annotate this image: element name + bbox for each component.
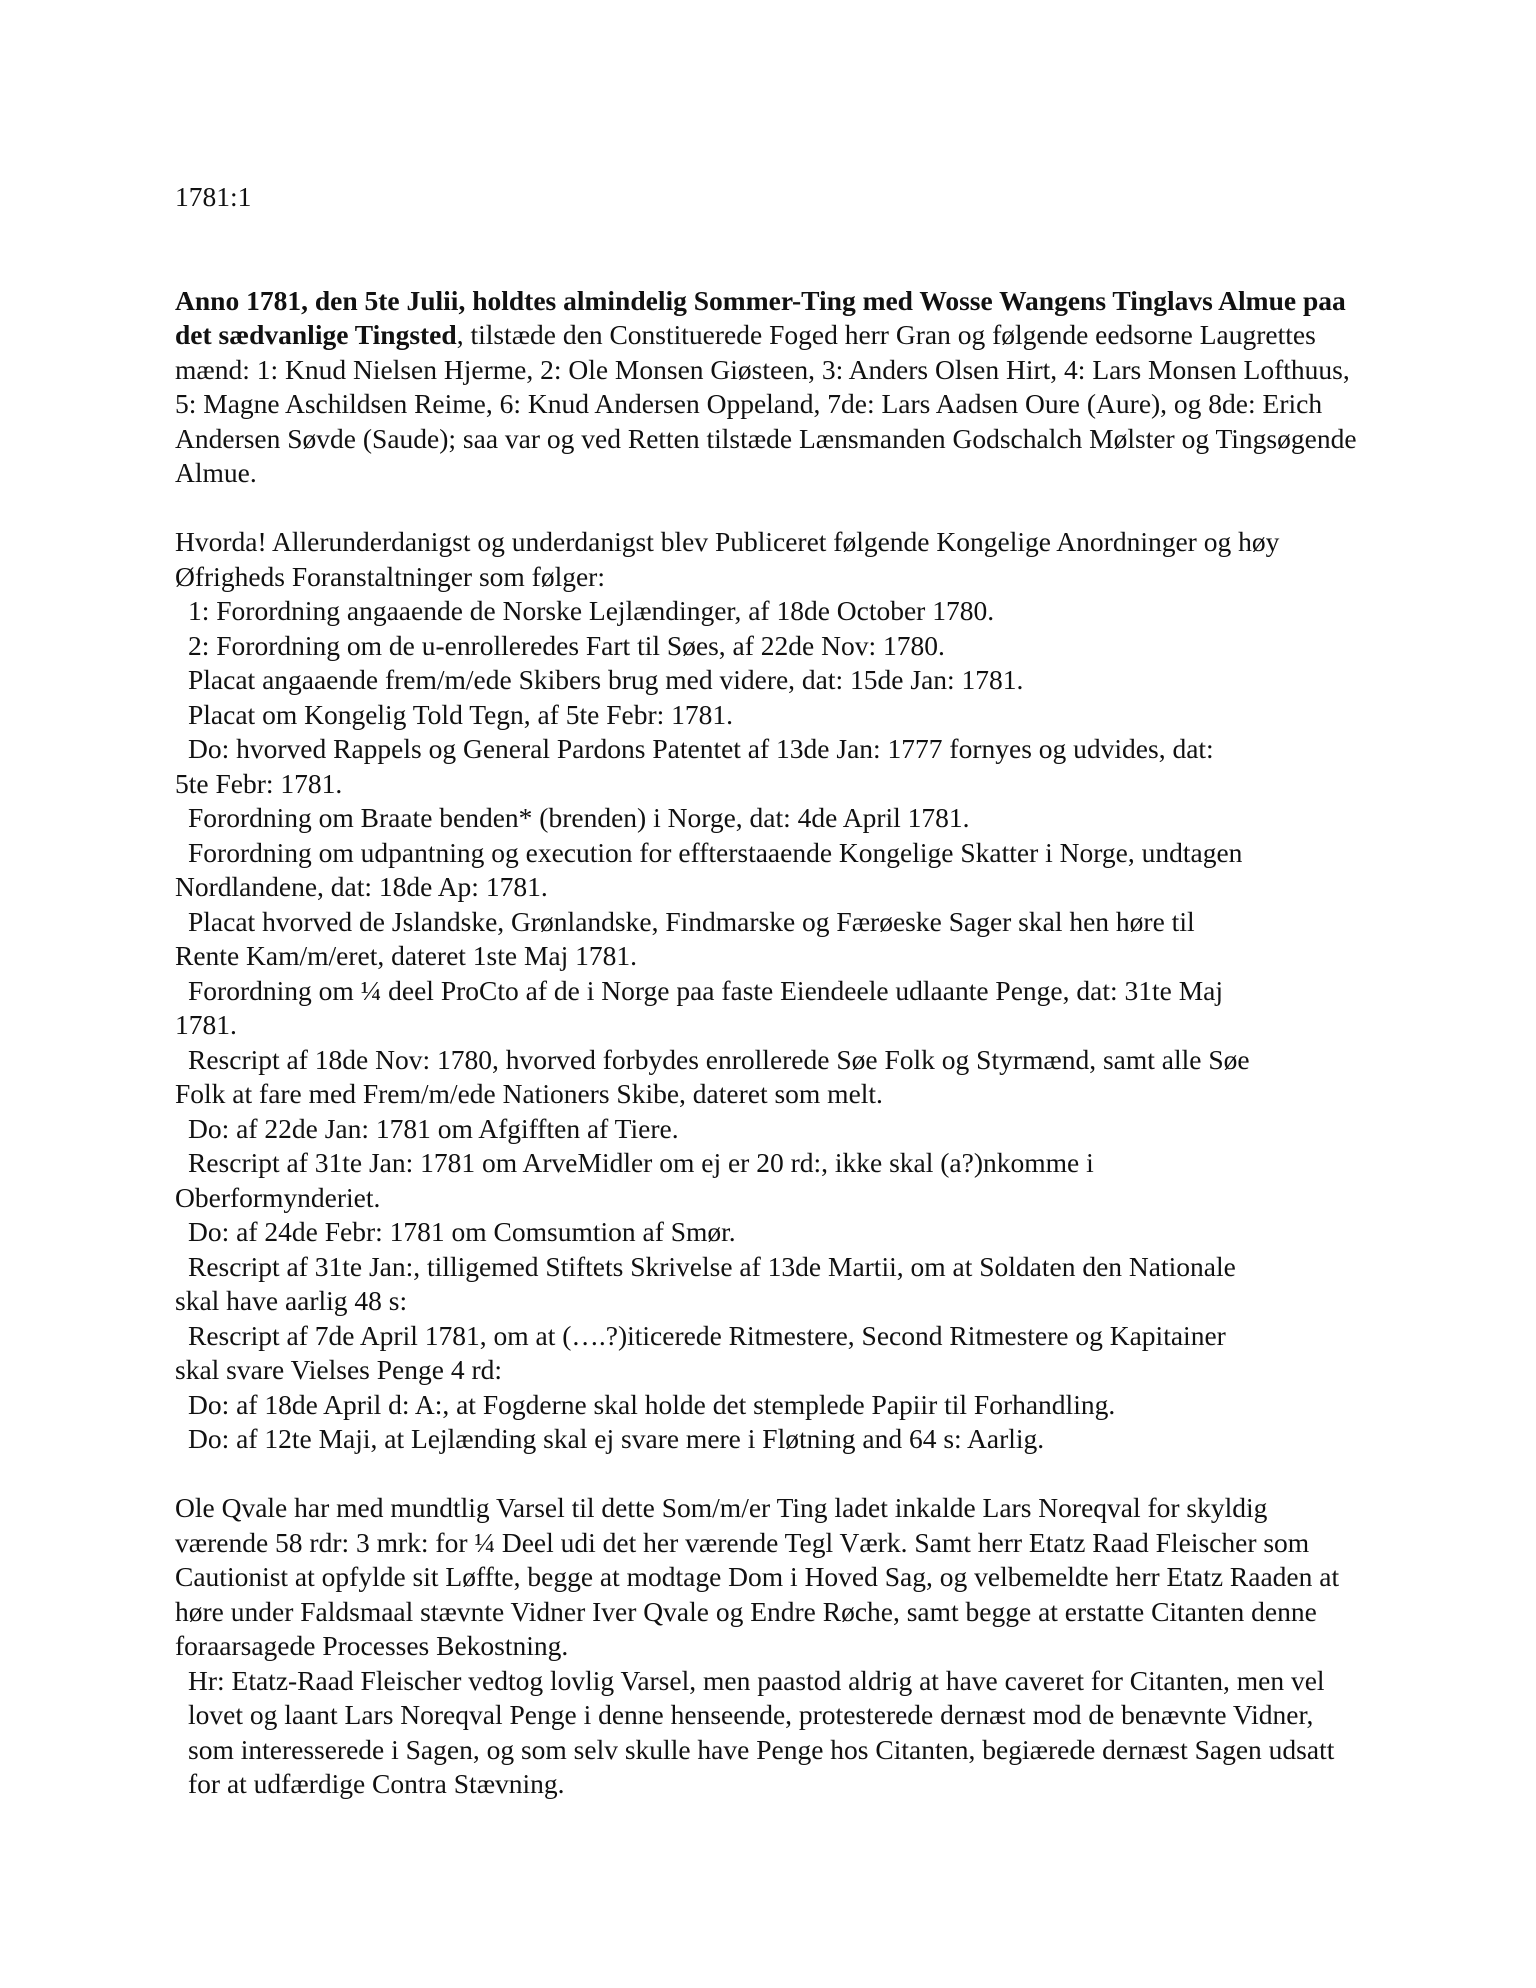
- publication-item: Rescript af 7de April 1781, om at (….?)iticerede Ritmestere, Second Ritmestere og Kapitainer skal svare Vielses Penge 4 rd:: [175, 1319, 1226, 1385]
- publication-intro: Hvorda! Allerunderdanigst og underdanigst blev Publiceret følgende Kongelige Anordninger og høy Øfrigheds Foranstaltninger som følger:: [175, 526, 1280, 592]
- publication-item: Placat angaaende frem/m/ede Skibers brug med videre, dat: 15de Jan: 1781.: [188, 664, 1024, 695]
- publication-item: Do: af 22de Jan: 1781 om Afgifften af Tiere.: [188, 1112, 679, 1144]
- publication-item: 2: Forordning om de u-enrolleredes Fart til Søes, af 22de Nov: 1780.: [188, 629, 945, 661]
- opening-body: , tilstæde den Constituerede Foged herr Gran og følgende eedsorne Laugrettes mænd: 1: Knud Nielsen Hjerme, 2: Ole Monsen Giøsteen, 3: Anders Olsen Hirt, 4: Lars Monsen Lofthuus, 5: Magne Aschildsen Reime, 6: Knud Andersen Oppeland, 7de: Lars Aadsen Oure (Aure), og 8de: Erich Andersen Søvde (Saude); saa var og ved Retten tilstæde Lænsmanden Godschalch Mølster og Tingsøgende Almue.: [175, 319, 1357, 488]
- page-number: 1781:1: [175, 181, 252, 212]
- opening-paragraph: [175, 284, 1365, 491]
- case-paragraph-1: Ole Qvale har med mundtlig Varsel til dette Som/m/er Ting ladet inkalde Lars Noreqval for skyldig værende 58 rdr: 3 mrk: for ¼ Deel udi det her værende Tegl Værk. Samt herr Etatz Raad Fleischer som Cautionist at opfylde sit Løffte, begge at modtage Dom i Hoved Sag, og velbemeldte herr Etatz Raaden at høre under Faldsmaal stævnte Vidner Iver Qvale og Endre Røche, samt begge at erstatte Citanten denne foraarsagede Processes Bekostning.: [175, 1492, 1340, 1661]
- publication-list: [175, 594, 1365, 1457]
- paragraph-gap: [175, 1457, 1365, 1492]
- publication-item: Forordning om udpantning og execution for effterstaaende Kongelige Skatter i Norge, undtagen Nordlandene, dat: 18de Ap: 1781.: [175, 836, 1243, 902]
- publication-item: Do: af 24de Febr: 1781 om Comsumtion af Smør.: [188, 1216, 736, 1247]
- publication-item: Rescript af 31te Jan: 1781 om ArveMidler om ej er 20 rd:, ikke skal (a?)nkomme i Oberformynderiet.: [175, 1147, 1094, 1213]
- publication-item: Rescript af 31te Jan:, tilligemed Stiftets Skrivelse af 13de Martii, om at Soldaten den Nationale skal have aarlig 48 s:: [175, 1250, 1236, 1316]
- publication-item: Placat hvorved de Jslandske, Grønlandske, Findmarske og Færøeske Sager skal hen høre til Rente Kam/m/eret, dateret 1ste Maj 1781.: [175, 905, 1195, 971]
- publication-item: Placat om Kongelig Told Tegn, af 5te Febr: 1781.: [188, 698, 734, 730]
- publication-item: Do: af 18de April d: A:, at Fogderne skal holde det stemplede Papiir til Forhandling.: [188, 1388, 1116, 1420]
- publication-item: 1: Forordning angaaende de Norske Lejlændinger, af 18de October 1780.: [188, 595, 995, 626]
- opening-heading: Anno 1781, den 5te Julii, holdtes almindelig Sommer-Ting med Wosse Wangens Tinglavs Almue paa det sædvanlige Tingsted: [175, 284, 1346, 350]
- publication-item: Do: hvorved Rappels og General Pardons Patentet af 13de Jan: 1777 fornyes og udvides, dat: 5te Febr: 1781.: [175, 733, 1214, 799]
- publication-item: Rescript af 18de Nov: 1780, hvorved forbydes enrollerede Søe Folk og Styrmænd, samt alle Søe Folk at fare med Frem/m/ede Nationers Skibe, dateret som melt.: [175, 1043, 1250, 1109]
- paragraph-gap: [175, 491, 1365, 526]
- publication-item: Forordning om Braate benden* (brenden) i Norge, dat: 4de April 1781.: [188, 802, 970, 833]
- case-paragraph-2: Hr: Etatz-Raad Fleischer vedtog lovlig Varsel, men paastod aldrig at have caveret for Citanten, men vel lovet og laant Lars Noreqval Penge i denne henseende, protesterede dernæst mod de benævnte Vidner, som interesserede i Sagen, og som selv skulle have Penge hos Citanten, begiærede dernæst Sagen udsatt for at udfærdige Contra Stævning.: [188, 1664, 1335, 1799]
- publication-item: Forordning om ¼ deel ProCto af de i Norge paa faste Eiendeele udlaante Penge, dat: 31te Maj 1781.: [175, 974, 1224, 1040]
- publication-item: Do: af 12te Maji, at Lejlænding skal ej svare mere i Fløtning and 64 s: Aarlig.: [188, 1423, 1045, 1454]
- document-page: [175, 180, 1365, 1802]
